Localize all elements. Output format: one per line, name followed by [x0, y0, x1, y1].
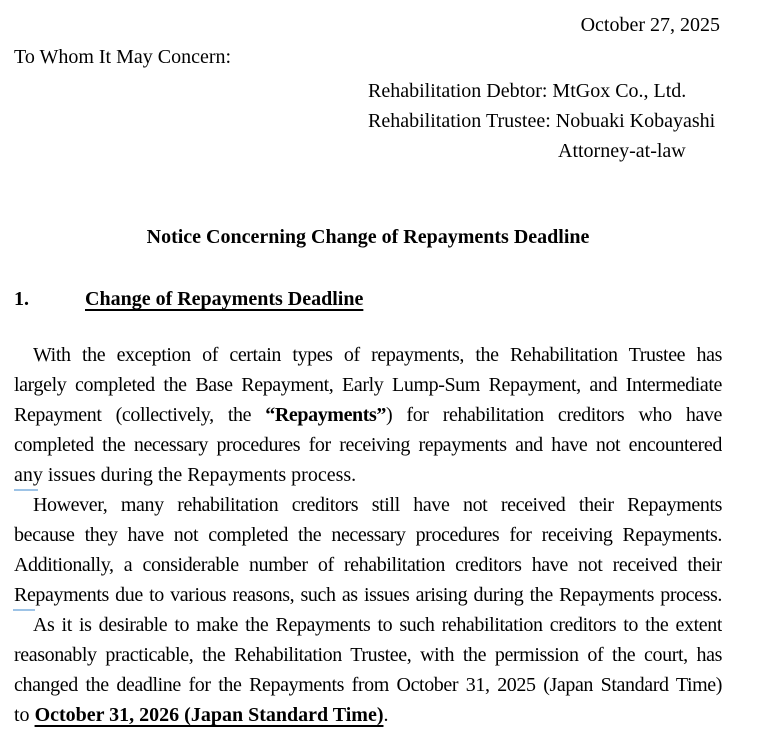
document-date: October 27, 2025 [580, 14, 720, 36]
body-text-segment: ) for rehabilitation creditors who have [386, 404, 722, 426]
new-deadline-emphasis: October 31, 2026 (Japan Standard Time) [34, 704, 384, 726]
body-line: As it is desirable to make the Repayments to such rehabilitation creditors to the extent [33, 614, 722, 636]
grammar-underline-mark [14, 489, 38, 491]
body-line: largely completed the Base Repayment, Early Lump-Sum Repayment, and Intermediate [14, 374, 722, 396]
section-heading: Change of Repayments Deadline [85, 288, 364, 310]
body-line: reasonably practicable, the Rehabilitation Trustee, with the permission of the court, has [14, 644, 722, 666]
body-line: Repayments due to various reasons, such as issues arising during the Repayments process. [14, 584, 722, 606]
body-line: any issues during the Repayments process. [14, 464, 357, 486]
trustee-title-line: Attorney-at-law [558, 140, 686, 162]
repayments-defined-term: “Repayments” [265, 404, 387, 426]
body-line [14, 400, 722, 430]
body-line: changed the deadline for the Repayments from October 31, 2025 (Japan Standard Time) [14, 674, 722, 696]
rehabilitation-debtor-line: Rehabilitation Debtor: MtGox Co., Ltd. [368, 80, 687, 102]
body-text-segment: . [383, 704, 389, 726]
section-heading-row [14, 288, 363, 311]
body-line: However, many rehabilitation creditors still have not received their Repayments [33, 494, 722, 516]
body-text-segment: Repayment (collectively, the [14, 404, 266, 426]
document-title: Notice Concerning Change of Repayments Deadline [146, 226, 590, 248]
body-line: because they have not completed the necessary procedures for receiving Repayments. [14, 524, 722, 546]
salutation: To Whom It May Concern: [14, 46, 232, 68]
document-body [14, 340, 722, 730]
body-line: Additionally, a considerable number of rehabilitation creditors have not received their [14, 554, 722, 576]
body-line: completed the necessary procedures for receiving repayments and have not encountered [14, 434, 722, 456]
body-text-segment: to [14, 704, 35, 726]
sender-block [368, 76, 715, 166]
rehabilitation-trustee-line: Rehabilitation Trustee: Nobuaki Kobayashi [368, 110, 716, 132]
grammar-underline-mark [13, 609, 35, 611]
section-number: 1. [14, 288, 29, 310]
body-line: With the exception of certain types of repayments, the Rehabilitation Trustee has [33, 344, 722, 366]
body-line [14, 700, 722, 730]
